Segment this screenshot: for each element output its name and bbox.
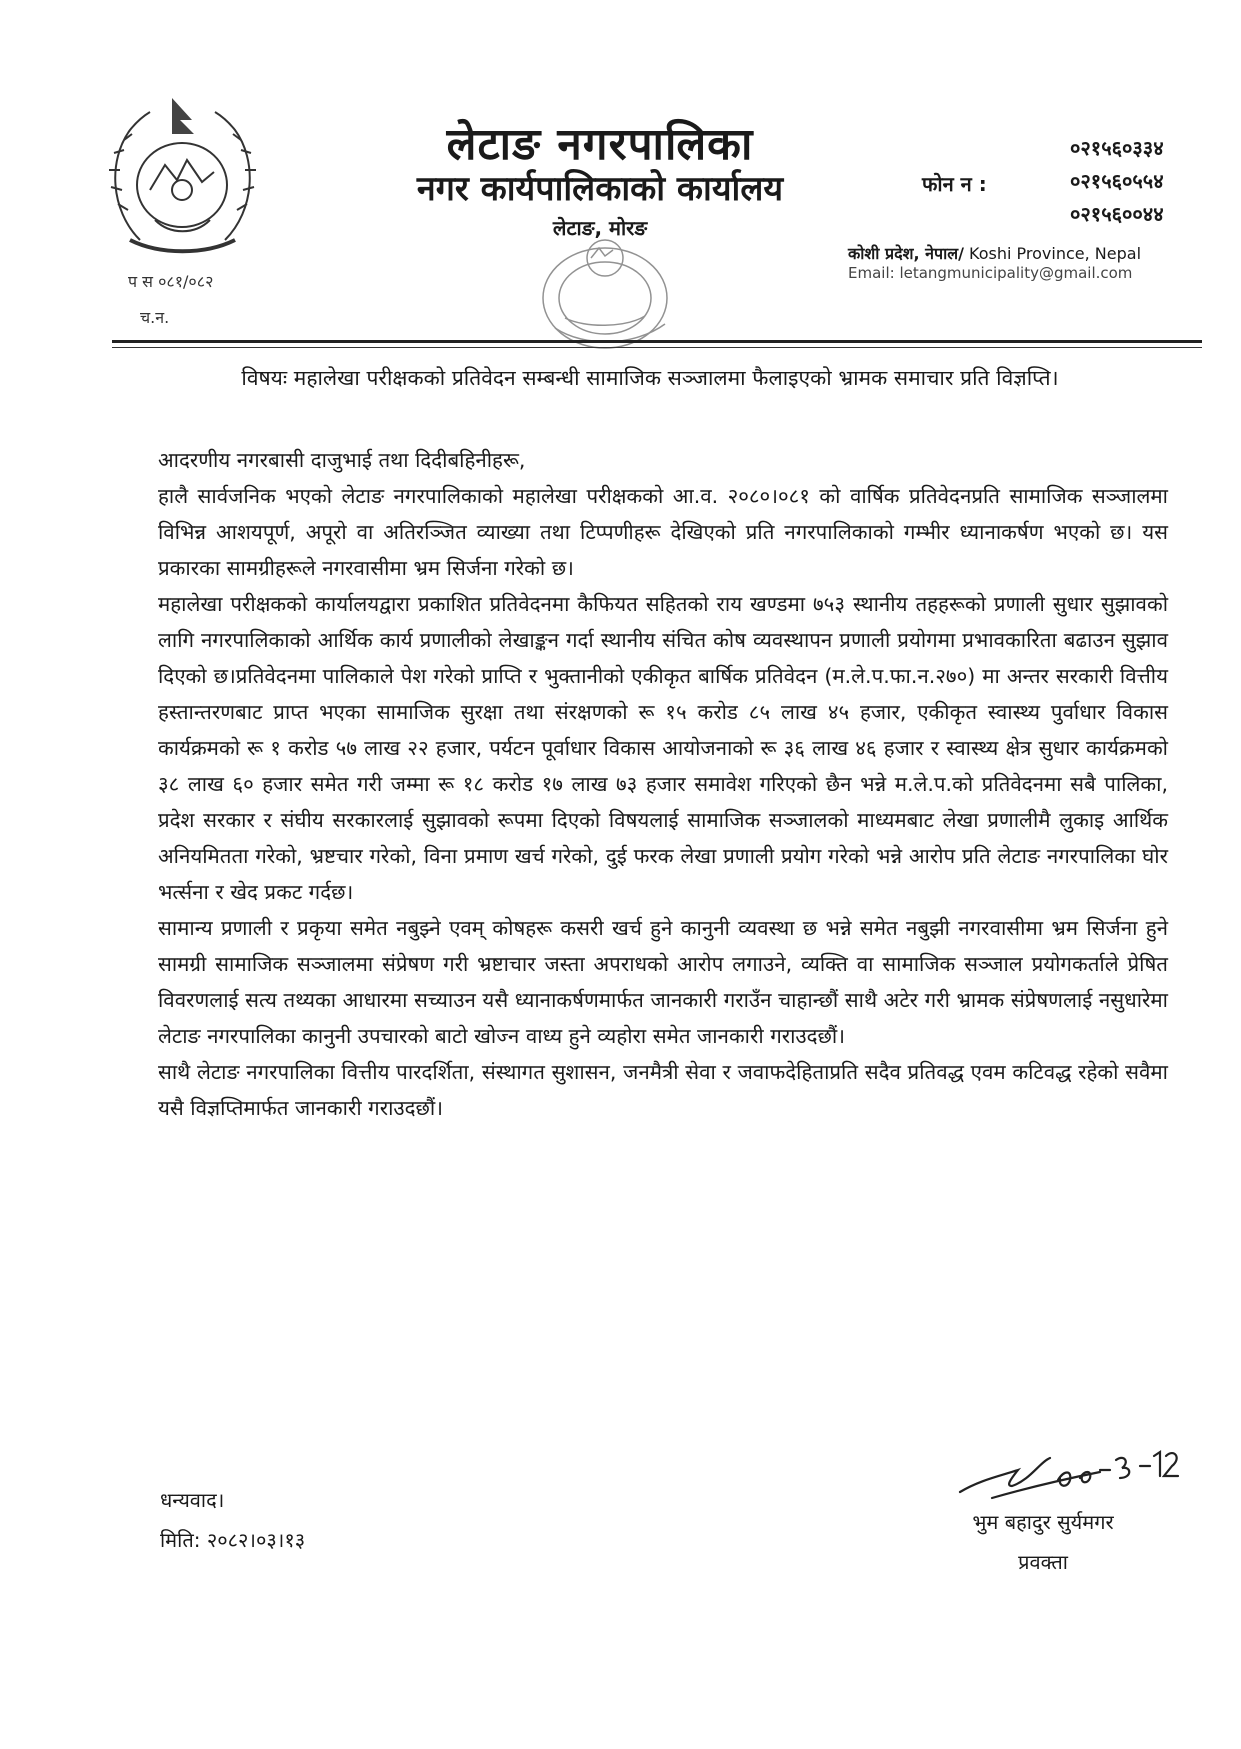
body-paragraph: साथै लेटाङ नगरपालिका वित्तीय पारदर्शिता, संस्थागत सुशासन, जनमैत्री सेवा र जवाफदेहिताप्रति सदैव प्रतिवद्ध एवम कटिवद्ध रहेको सवैमा यसै विज्ञप्तिमार्फत जानकारी गराउदछौं। <box>158 1060 1168 1120</box>
body-paragraph: महालेखा परीक्षकको कार्यालयद्वारा प्रकाशित प्रतिवेदनमा कैफियत सहितको राय खण्डमा ७५३ स्थानीय तहहरूको प्रणाली सुधार सुझावको लागि नगरपालिकाको आर्थिक कार्य प्रणालीको लेखाङ्कन गर्दा स्थानीय संचित कोष व्यवस्थापन प्रणाली प्रयोगमा प्रभावकारिता बढाउन सुझाव दिएको छ।प्रतिवेदनमा पालिकाले पेश गरेको प्राप्ति र भुक्तानीको एकीकृत बार्षिक प्रतिवेदन (म.ले.प.फा.न.२७०) मा अन्तर सरकारी वित्तीय हस्तान्तरणबाट प्राप्त भएका सामाजिक सुरक्षा तथा संरक्षणको रू १५ करोड ८५ लाख ४५ हजार, एकीकृत स्वास्थ्य पुर्वाधार विकास कार्यक्रमको रू १ करोड ५७ लाख २२ हजार, पर्यटन पूर्वाधार विकास आयोजनाको रू ३६ लाख ४६ हजार र स्वास्थ्य क्षेत्र सुधार कार्यक्रमको ३८ लाख ६० हजार समेत गरी जम्मा रू १८ करोड १७ लाख ७३ हजार समावेश गरिएको छैन भन्ने म.ले.प.को प्रतिवेदनमा सबै पालिका, प्रदेश सरकार र संघीय सरकारलाई सुझावको रूपमा दिएको विषयलाई सामाजिक सञ्जालको माध्यमबाट लेखा प्रणालीमै लुकाइ आर्थिक अनियमितता गरेको, भ्रष्टचार गरेको, विना प्रमाण खर्च गरेको, दुई फरक लेखा प्रणाली प्रयोग गरेको भन्ने आरोप प्रति लेटाङ नगरपालिका घोर भर्त्सना र खेद प्रकट गर्दछ। <box>158 592 1168 904</box>
phone-number: ०२१५६०३३४ <box>1070 136 1164 160</box>
office-address: लेटाङ, मोरङ <box>552 216 648 240</box>
header-divider <box>112 340 1202 343</box>
letter-body <box>158 442 1168 1126</box>
body-paragraph: सामान्य प्रणाली र प्रकृया समेत नबुझ्ने एवम् कोषहरू कसरी खर्च हुने कानुनी व्यवस्था छ भन्ने समेत नबुझी नगरवासीमा भ्रम सिर्जना हुने सामग्री सामाजिक सञ्जालमा संप्रेषण गरी भ्रष्टाचार जस्ता अपराधको आरोप लगाउने, व्यक्ति वा सामाजिक सञ्जाल प्रयोगकर्ताले प्रेषित विवरणलाई सत्य तथ्यका आधारमा सच्याउन यसै ध्यानाकर्षणमार्फत जानकारी गराउँन चाहान्छौं साथै अटेर गरी भ्रामक संप्रेषणलाई नसुधारेमा लेटाङ नगरपालिका कानुनी उपचारको बाटो खोज्न वाध्य हुने व्यहोरा समेत जानकारी गराउदछौं। <box>158 916 1168 1048</box>
closing: धन्यवाद। <box>160 1488 225 1512</box>
province-nepali: कोशी प्रदेश, नेपाल/ <box>848 244 964 263</box>
phone-number: ०२१५६००४४ <box>1070 202 1164 226</box>
org-name: लेटाङ नगरपालिका <box>446 119 754 170</box>
nepal-government-emblem-icon <box>100 90 265 260</box>
province-english: Koshi Province, Nepal <box>963 244 1142 263</box>
signer-title: प्रवक्ता <box>1018 1550 1068 1574</box>
salutation: आदरणीय नगरबासी दाजुभाई तथा दिदीबहिनीहरू, <box>158 448 526 472</box>
phone-label: फोन न : <box>922 172 987 196</box>
phone-number: ०२१५६०५५४ <box>1070 169 1164 193</box>
subject-line: विषयः महालेखा परीक्षकको प्रतिवेदन सम्बन्धी सामाजिक सञ्जालमा फैलाइएको भ्रामक समाचार प्रति विज्ञप्ति। <box>241 366 1059 390</box>
reference-cn: च.न. <box>140 308 170 327</box>
email-line: Email: letangmunicipality@gmail.com <box>848 264 1133 282</box>
signer-name: भुम बहादुर सुर्यमगर <box>972 1510 1114 1534</box>
handwritten-signature-icon <box>940 1440 1190 1510</box>
reference-ps: प स ०८१/०८२ <box>128 272 214 291</box>
office-name: नगर कार्यपालिकाको कार्यालय <box>416 169 784 209</box>
letter-date: मिति: २०८२।०३।१३ <box>160 1528 306 1552</box>
body-paragraph: हालै सार्वजनिक भएको लेटाङ नगरपालिकाको महालेखा परीक्षकको आ.व. २०८०।०८१ को वार्षिक प्रतिवेदनप्रति सामाजिक सञ्जालमा विभिन्न आशयपूर्ण, अपूरो वा अतिरञ्जित व्याख्या तथा टिप्पणीहरू देखिएको प्रति नगरपालिकाको गम्भीर ध्यानाकर्षण भएको छ। यस प्रकारका सामग्रीहरूले नगरवासीमा भ्रम सिर्जना गरेको छ। <box>158 484 1168 580</box>
province-line <box>848 242 1141 264</box>
phone-list <box>1070 132 1164 231</box>
municipality-seal-icon <box>525 228 675 356</box>
header-divider-thin <box>112 347 1202 348</box>
